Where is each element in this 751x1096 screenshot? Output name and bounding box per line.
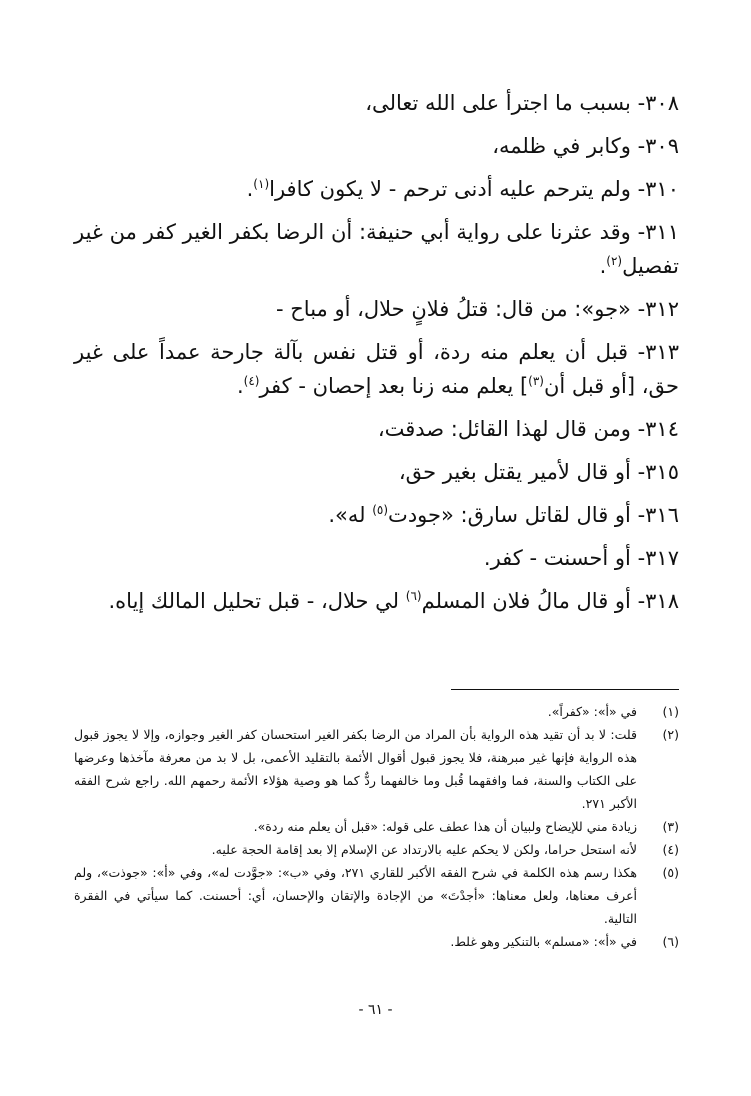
footnote-divider (451, 689, 679, 690)
footnote-number: (٥) (662, 865, 679, 880)
paragraph-310: ٣١٠- ولم يترحم عليه أدنى ترحم - لا يكون كافرا$^{(١)}$. (246, 177, 679, 201)
footnote-6 (74, 930, 679, 953)
footnote-number: (٣) (662, 819, 679, 834)
footnote-number: (٢) (662, 727, 679, 742)
paragraph-311: ٣١١- وقد عثرنا على رواية أبي حنيفة: أن الرضا بكفر الغير كفر من غير تفصيل$^{(٢)}$. (74, 220, 679, 278)
paragraph-317: ٣١٧- أو أحسنت - كفر. (483, 546, 679, 570)
paragraph-314: ٣١٤- ومن قال لهذا القائل: صدقت، (377, 417, 679, 441)
paragraph-318: ٣١٨- أو قال مالُ فلان المسلم$^{(٦)}$ لي حلال، - قبل تحليل المالك إياه. (108, 589, 679, 613)
footnote-1 (74, 700, 679, 723)
footnote-3 (74, 815, 679, 838)
paragraph-315: ٣١٥- أو قال لأمير يقتل بغير حق، (398, 460, 679, 484)
footnote-number: (٦) (662, 934, 679, 949)
footnote-ref: (٥) (372, 503, 389, 517)
footnote-ref: (٣) (528, 374, 544, 388)
page-number: - ٦١ - (358, 1002, 393, 1018)
footnote-5 (74, 861, 679, 930)
footnote-ref: (١) (253, 177, 270, 191)
footnote-text: في «أ»: «كفراً». (547, 704, 637, 719)
paragraph-312: ٣١٢- «جو»: من قال: قتلُ فلانٍ حلال، أو مباح - (275, 297, 679, 321)
footnote-ref: (٤) (243, 374, 260, 388)
paragraph-308: ٣٠٨- بسبب ما اجترأ على الله تعالى، (365, 91, 679, 115)
paragraph-309: ٣٠٩- وكابر في ظلمه، (492, 134, 679, 158)
main-text (74, 86, 679, 618)
footnote-4 (74, 838, 679, 861)
footnote-number: (٤) (662, 842, 679, 857)
footnote-2 (74, 723, 679, 815)
footnote-text: في «أ»: «مسلم» بالتنكير وهو غلط. (450, 934, 637, 949)
footnote-text: قلت: لا بد أن تقيد هذه الرواية بأن المراد من الرضا بكفر الغير استحسان كفر الغير وجوازه، وإلا لا يجوز قبول هذه الرواية فإنها غير مبرهنة، فلا يجوز قبول أقوال الأئمة بالتقليد الأعمى، بل لا بد من معرفة مآخذها وعرضها على الكتاب والسنة، فما وافقهما قُبل وما خالفهما ردٌّ كما هو وصية هؤلاء الأئمة رحمهم الله. راجع شرح الفقه الأكبر ٢٧١. (74, 727, 637, 811)
footnote-ref: (٢) (606, 254, 623, 268)
footnote-text: هكذا رسم هذه الكلمة في شرح الفقه الأكبر للقاري ٢٧١، وفي «ب»: «جوَّدت له»، وفي «أ»: «جوذت»، ولم أعرف معناها، ولعل معناها: «أجدْتَ» من الإجادة والإتقان والإحسان، أي: أحسنت. كما سيأتي في الفقرة التالية. (74, 865, 638, 926)
paragraph-316: ٣١٦- أو قال لقاتل سارق: «جودت$^{(٥)}$ له». (328, 503, 679, 527)
footnotes (74, 700, 679, 953)
footnote-text: زيادة مني للإيضاح ولبيان أن هذا عطف على قوله: «قبل أن يعلم منه ردة». (253, 819, 637, 834)
footnote-ref: (٦) (405, 589, 422, 603)
footnote-number: (١) (662, 704, 679, 719)
footnote-text: لأنه استحل حراما، ولكن لا يحكم عليه بالارتداد عن الإسلام إلا بعد إقامة الحجة عليه. (211, 842, 637, 857)
paragraph-313: ٣١٣- قبل أن يعلم منه ردة، أو قتل نفس بآلة جارحة عمداً على غير حق، [أو قبل أن$^{(٣)}$] يعلم منه زنا بعد إحصان - كفر$^{(٤)}$. (74, 340, 679, 398)
